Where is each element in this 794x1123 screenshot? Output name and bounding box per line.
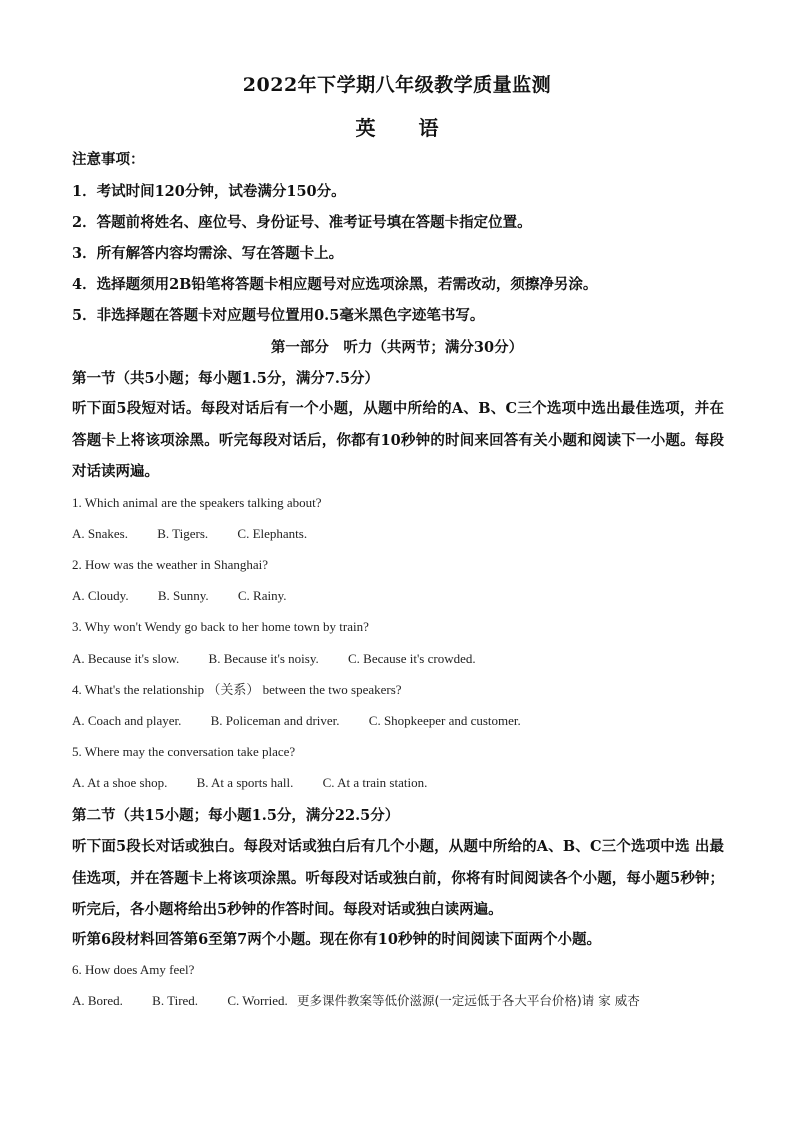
note-item-4: 4．选择题须用2B铅笔将答题卡相应题号对应选项涂黑，若需改动，须擦净另涂。 bbox=[72, 276, 598, 293]
note-item-5: 5．非选择题在答题卡对应题号位置用0.5毫米黑色字迹笔书写。 bbox=[72, 307, 485, 324]
q3-option-a: A. Because it's slow. bbox=[72, 651, 180, 666]
subject-title: 英 语 bbox=[355, 116, 457, 140]
section2-instructions: 听下面5段长对话或独白。每段对话或独白后有几个小题，从题中所给的A、B、C三个选项中选 出最佳选项，并在答题卡上将该项涂黑。听每段对话或独白前，你将有时间阅读各个小题，每小题5秒钟；听完后，各小题将给出5秒钟的作答时间。每段对话或独白读两遍。 bbox=[72, 838, 724, 918]
note-item-1: 1．考试时间120分钟，试卷满分150分。 bbox=[72, 183, 346, 200]
question-6-options bbox=[72, 991, 640, 1011]
q5-option-a: A. At a shoe shop. bbox=[72, 775, 168, 790]
q6-option-a: A. Bored. bbox=[72, 993, 123, 1008]
promo-text: 更多课件教案等低价滋源(一定远低于各大平台价格)请 家 威杏 bbox=[297, 993, 640, 1008]
material-6-instructions: 听第6段材料回答第6至第7两个小题。现在你有10秒钟的时间阅读下面两个小题。 bbox=[72, 931, 601, 948]
q6-option-c: C. Worried. bbox=[227, 993, 288, 1008]
note-item-2: 2．答题前将姓名、座位号、身份证号、准考证号填在答题卡指定位置。 bbox=[72, 214, 532, 231]
q2-option-c: C. Rainy. bbox=[237, 588, 287, 603]
question-4-options bbox=[72, 711, 521, 731]
q4-option-a: A. Coach and player. bbox=[72, 713, 182, 728]
q3-option-b: B. Because it's noisy. bbox=[208, 651, 319, 666]
question-2-options bbox=[72, 586, 287, 606]
question-1-options bbox=[72, 524, 307, 544]
section1-instructions: 听下面5段短对话。每段对话后有一个小题，从题中所给的A、B、C三个选项中选出最佳选项，并在答题卡上将该项涂黑。听完每段对话后，你都有10秒钟的时间来回答有关小题和阅读下一小题。每段对话读两遍。 bbox=[72, 400, 724, 480]
question-5-options bbox=[72, 773, 427, 793]
q6-option-b: B. Tired. bbox=[152, 993, 199, 1008]
question-1: 1. Which animal are the speakers talking about? bbox=[72, 495, 322, 510]
q1-option-c: C. Elephants. bbox=[237, 526, 308, 541]
notes-heading: 注意事项： bbox=[72, 151, 145, 168]
section2-heading: 第二节（共15小题；每小题1.5分，满分22.5分） bbox=[72, 807, 400, 824]
exam-title: 2022年下学期八年级教学质量监测 bbox=[242, 74, 552, 96]
q1-option-a: A. Snakes. bbox=[72, 526, 128, 541]
question-3-options bbox=[72, 649, 476, 669]
q2-option-a: A. Cloudy. bbox=[72, 588, 129, 603]
question-2: 2. How was the weather in Shanghai? bbox=[72, 557, 269, 572]
q5-option-b: B. At a sports hall. bbox=[196, 775, 294, 790]
q4-option-b: B. Policeman and driver. bbox=[210, 713, 340, 728]
question-3: 3. Why won't Wendy go back to her home town by train? bbox=[72, 619, 369, 634]
q2-option-b: B. Sunny. bbox=[157, 588, 209, 603]
part1-heading: 第一部分 听力（共两节；满分30分） bbox=[270, 339, 524, 356]
section1-heading: 第一节（共5小题；每小题1.5分，满分7.5分） bbox=[72, 370, 380, 387]
note-item-3: 3．所有解答内容均需涂、写在答题卡上。 bbox=[72, 245, 344, 262]
question-4: 4. What's the relationship （关系） between the two speakers? bbox=[72, 682, 402, 697]
q5-option-c: C. At a train station. bbox=[322, 775, 428, 790]
q1-option-b: B. Tigers. bbox=[157, 526, 209, 541]
question-5: 5. Where may the conversation take place? bbox=[72, 744, 296, 759]
question-6: 6. How does Amy feel? bbox=[72, 962, 195, 977]
q3-option-c: C. Because it's crowded. bbox=[347, 651, 476, 666]
q4-option-c: C. Shopkeeper and customer. bbox=[368, 713, 521, 728]
